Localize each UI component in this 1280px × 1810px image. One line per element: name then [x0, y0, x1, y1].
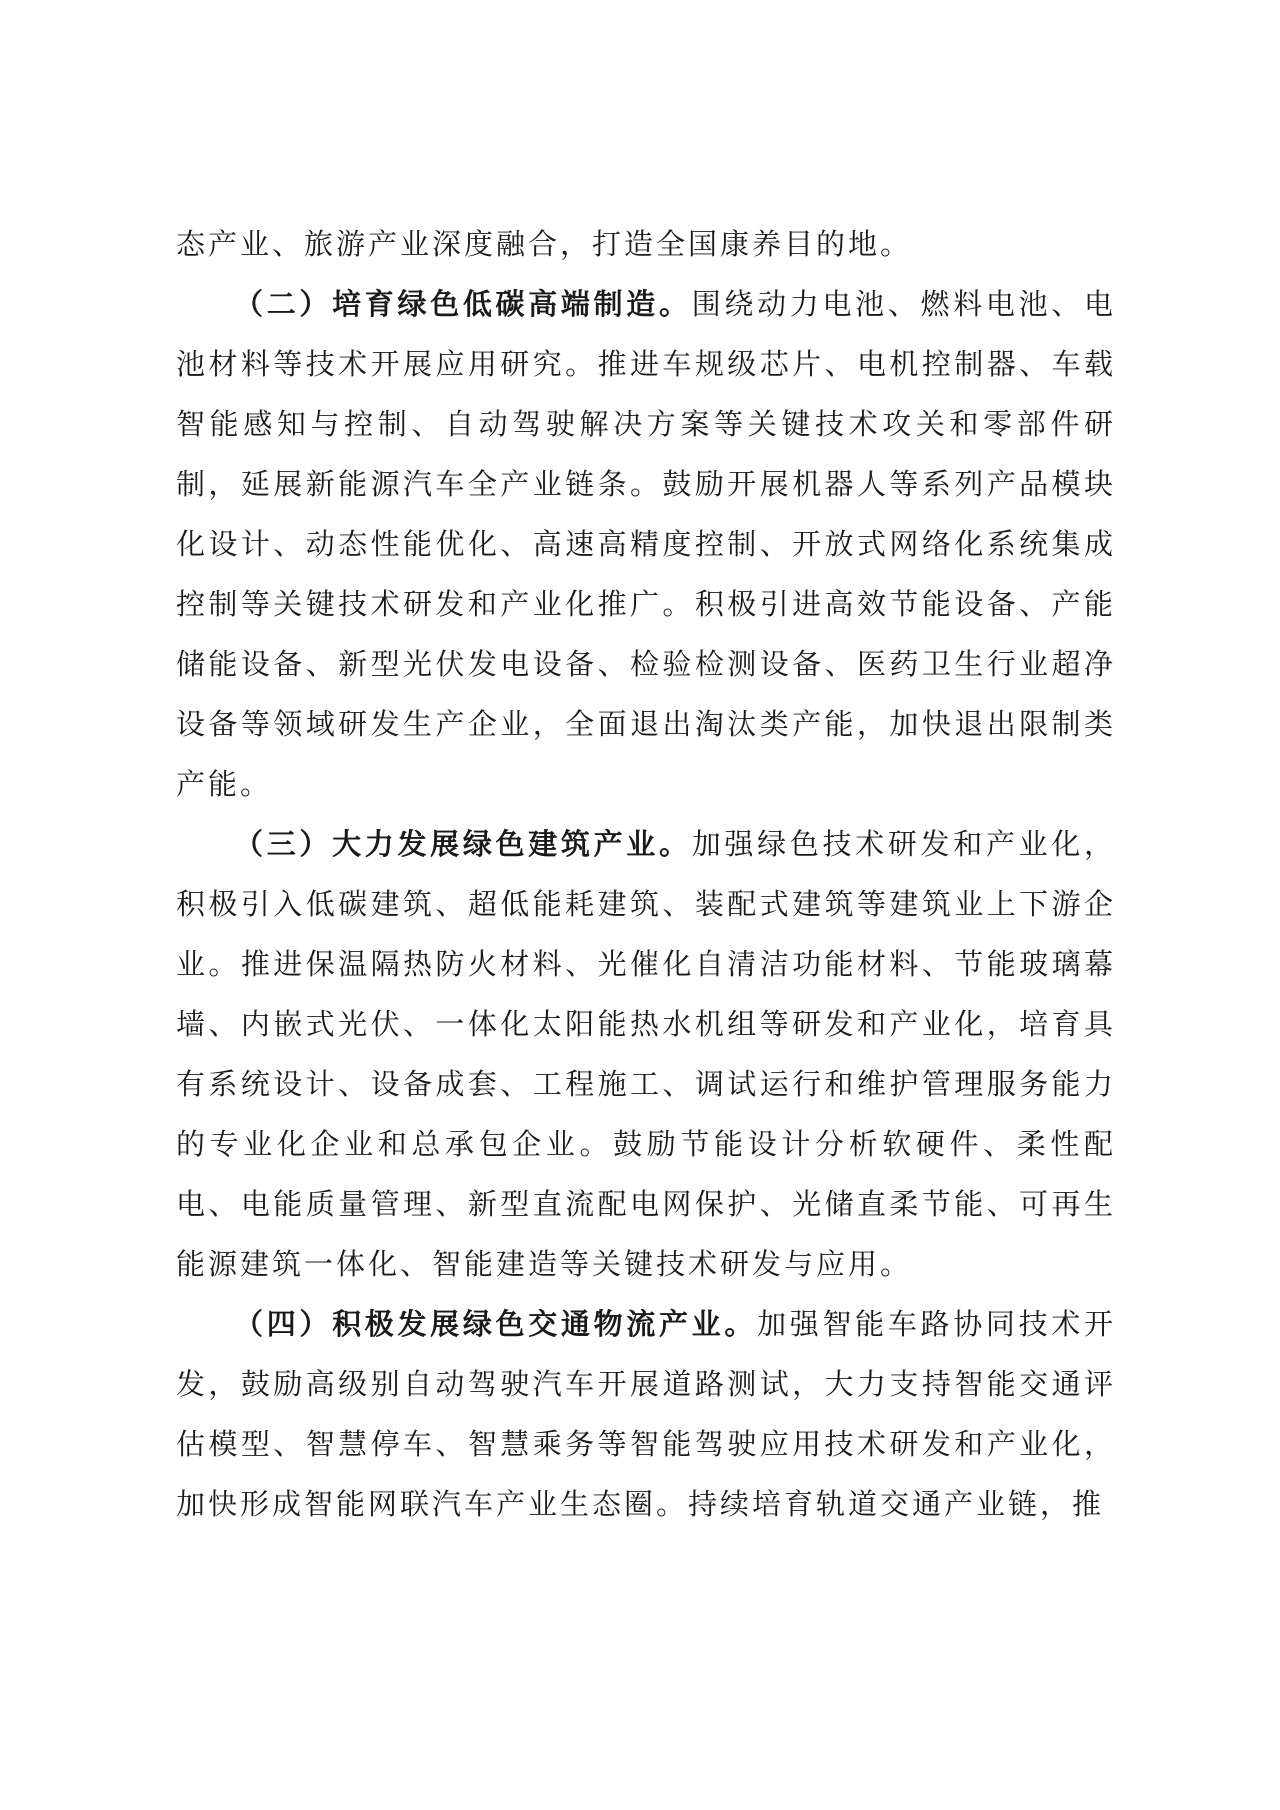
paragraph-continuation [176, 214, 1116, 274]
section-heading: （二）培育绿色低碳高端制造。 [234, 287, 692, 321]
document-body [176, 214, 1116, 1534]
section-heading: （三）大力发展绿色建筑产业。 [234, 827, 692, 861]
paragraph-text: 加强绿色技术研发和产业化，积极引入低碳建筑、超低能耗建筑、装配式建筑等建筑业上下游企业。推进保温隔热防火材料、光催化自清洁功能材料、节能玻璃幕墙、内嵌式光伏、一体化太阳能热水机组等研发和产业化，培育具有系统设计、设备成套、工程施工、调试运行和维护管理服务能力的专业化企业和总承包企业。鼓励节能设计分析软硬件、柔性配电、电能质量管理、新型直流配电网保护、光储直柔节能、可再生能源建筑一体化、智能建造等关键技术研发与应用。 [176, 827, 1116, 1281]
paragraph-text: 态产业、旅游产业深度融合，打造全国康养目的地。 [176, 227, 913, 261]
paragraph-section-4 [176, 1294, 1116, 1534]
paragraph-text: 围绕动力电池、燃料电池、电池材料等技术开展应用研究。推进车规级芯片、电机控制器、车载智能感知与控制、自动驾驶解决方案等关键技术攻关和零部件研制，延展新能源汽车全产业链条。鼓励开展机器人等系列产品模块化设计、动态性能优化、高速高精度控制、开放式网络化系统集成控制等关键技术研发和产业化推广。积极引进高效节能设备、产能储能设备、新型光伏发电设备、检验检测设备、医药卫生行业超净设备等领域研发生产企业，全面退出淘汰类产能，加快退出限制类产能。 [176, 287, 1116, 801]
paragraph-section-2 [176, 274, 1116, 814]
paragraph-text: 加强智能车路协同技术开发，鼓励高级别自动驾驶汽车开展道路测试，大力支持智能交通评估模型、智慧停车、智慧乘务等智能驾驶应用技术研发和产业化，加快形成智能网联汽车产业生态圈。持续培育轨道交通产业链，推 [176, 1307, 1116, 1521]
section-heading: （四）积极发展绿色交通物流产业。 [234, 1307, 758, 1341]
paragraph-section-3 [176, 814, 1116, 1294]
